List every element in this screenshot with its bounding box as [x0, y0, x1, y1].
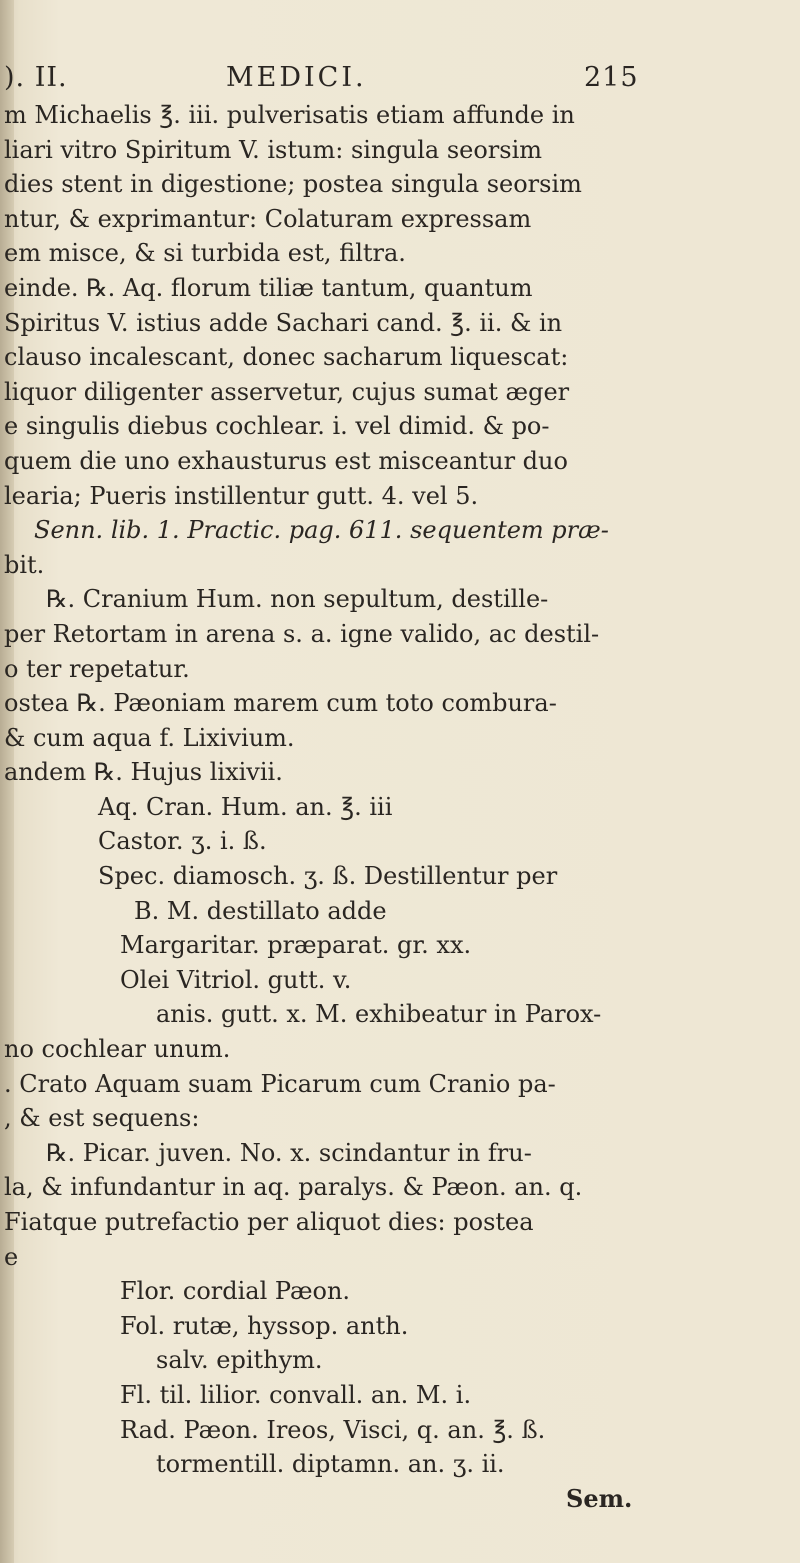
text-line: einde. ℞. Aq. florum tiliæ tantum, quantum: [4, 273, 533, 302]
text-line: ostea ℞. Pæoniam marem cum toto combura-: [4, 689, 557, 718]
text-line: Olei Vitriol. gutt. v.: [120, 965, 352, 994]
text-line: tormentill. diptamn. an. ʒ. ii.: [156, 1450, 505, 1479]
text-line: clauso incalescant, donec sacharum liquescat:: [4, 343, 569, 372]
text-line: Spiritus V. istius adde Sachari cand. ℥. ii. & in: [4, 308, 563, 337]
text-line: B. M. destillato adde: [134, 896, 387, 925]
text-line: la, & infundantur in aq. paralys. & Pæon. an. q.: [4, 1173, 583, 1202]
text-line: quem die uno exhausturus est misceantur duo: [4, 446, 568, 475]
text-line: bit.: [4, 550, 45, 579]
text-line: liari vitro Spiritum V. istum: singula seorsim: [4, 135, 543, 164]
text-line: per Retortam in arena s. a. igne valido, ac destil-: [4, 619, 600, 648]
text-line: & cum aqua f. Lixivium.: [4, 723, 295, 752]
header-title: MEDICI.: [226, 62, 367, 93]
text-line: no cochlear unum.: [4, 1035, 231, 1064]
header-chapter: ). II.: [4, 62, 68, 93]
catchword: Sem.: [566, 1483, 633, 1513]
page-number: 215: [584, 62, 639, 93]
text-line: andem ℞. Hujus lixivii.: [4, 758, 283, 787]
text-line: Margaritar. præparat. gr. xx.: [120, 931, 472, 960]
body-text: [4, 98, 784, 1516]
text-line: liquor diligenter asservetur, cujus sumat æger: [4, 377, 570, 406]
text-line: salv. epithym.: [156, 1346, 323, 1375]
text-line: Flor. cordial Pæon.: [120, 1277, 351, 1306]
text-line: m Michaelis ℥. iii. pulverisatis etiam affunde in: [4, 101, 575, 129]
text-line: Castor. ʒ. i. ß.: [98, 827, 267, 856]
text-line: Fiatque putrefactio per aliquot dies: postea: [4, 1208, 534, 1236]
text-line: dies stent in digestione; postea singula seorsim: [4, 170, 582, 199]
text-line: Spec. diamosch. ʒ. ß. Destillentur per: [98, 862, 558, 891]
text-line: Aq. Cran. Hum. an. ℥. iii: [98, 792, 393, 821]
text-line: . Crato Aquam suam Picarum cum Cranio pa-: [4, 1069, 556, 1098]
text-line: e singulis diebus cochlear. i. vel dimid. & po-: [4, 412, 550, 441]
text-line: Rad. Pæon. Ireos, Visci, q. an. ℥. ß.: [120, 1415, 546, 1444]
text-line: Fol. rutæ, hyssop. anth.: [120, 1311, 409, 1340]
text-line: Fl. til. lilior. convall. an. M. i.: [120, 1380, 472, 1409]
text-line: o ter repetatur.: [4, 654, 190, 683]
text-line: , & est sequens:: [4, 1104, 200, 1133]
text-line: anis. gutt. x. M. exhibeatur in Parox-: [156, 1000, 602, 1029]
text-line: em misce, & si turbida est, filtra.: [4, 239, 406, 268]
text-line: ℞. Picar. juven. No. x. scindantur in fru-: [46, 1138, 532, 1167]
text-line: Senn. lib. 1. Practic. pag. 611. sequentem præ-: [34, 516, 609, 545]
text-line: ntur, & exprimantur: Colaturam expressam: [4, 204, 532, 233]
running-header: [0, 62, 800, 102]
text-line: learia; Pueris instillentur gutt. 4. vel 5.: [4, 481, 479, 510]
text-line: ℞. Cranium Hum. non sepultum, destille-: [46, 585, 549, 614]
text-line: e: [4, 1242, 19, 1271]
